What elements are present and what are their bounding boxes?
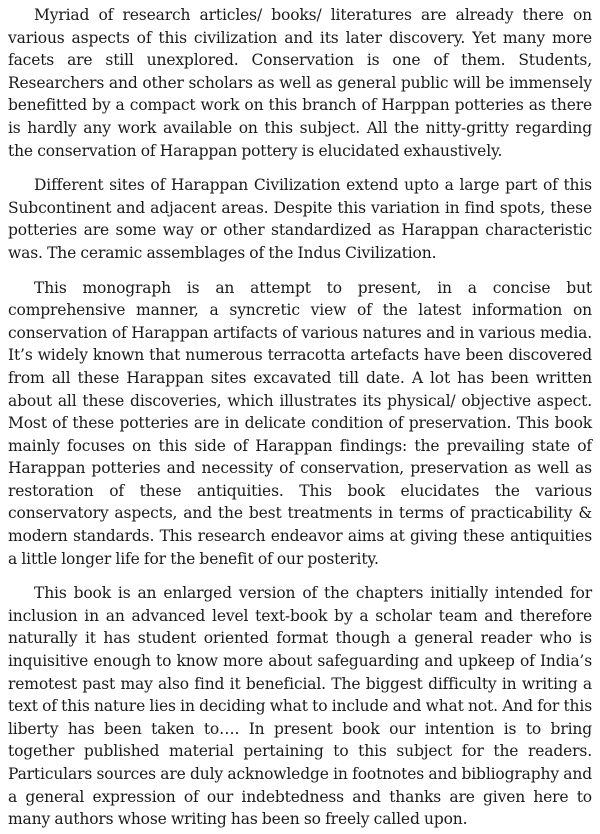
paragraph-2: Different sites of Harappan Civilization extend upto a large part of this Subcontinent and adjacent areas. Despite this variation in find spots, these potteries are some way or other standardized as Harappan characteristic was. The ceramic assemblages of the Indus Civilization.: [8, 176, 592, 262]
document-page: [8, 4, 592, 831]
paragraph-1: Myriad of research articles/ books/ literatures are already there on various aspects of this civilization and its later discovery. Yet many more facets are still unexplored. Conservation is one of them. Students, Researchers and other scholars as well as general public will be immensely benefitted by a compact work on this branch of Harppan potteries as there is hardly any work available on this subject. All the nitty-gritty regarding the conservation of Harappan pottery is elucidated exhaustively.: [8, 6, 592, 160]
paragraph-4: This book is an enlarged version of the chapters initially intended for inclusion in an advanced level text-book by a scholar team and therefore naturally it has student oriented format though a general reader who is inquisitive enough to know more about safeguarding and upkeep of India’s remotest past may also find it beneficial. The biggest difficulty in writing a text of this nature lies in deciding what to include and what not. And for this liberty has been taken to…. In present book our intention is to bring together published material pertaining to this subject for the readers. Particulars sources are duly acknowledge in footnotes and bibliography and a general expression of our indebtedness and thanks are given here to many authors whose writing has been so freely called upon.: [8, 584, 592, 829]
paragraph-3: This monograph is an attempt to present, in a concise but comprehensive manner, a syncretic view of the latest information on conservation of Harappan artifacts of various natures and in various media. It’s widely known that numerous terracotta artefacts have been discovered from all these Harappan sites excavated till date. A lot has been written about all these discoveries, which illustrates its physical/ objective aspect. Most of these potteries are in delicate condition of preservation. This book mainly focuses on this side of Harappan findings: the prevailing state of Harappan potteries and necessity of conservation, preservation as well as restoration of these antiquities. This book elucidates the various conservatory aspects, and the best treatments in terms of practicability & modern standards. This research endeavor aims at giving these antiquities a little longer life for the benefit of our posterity.: [8, 278, 592, 568]
